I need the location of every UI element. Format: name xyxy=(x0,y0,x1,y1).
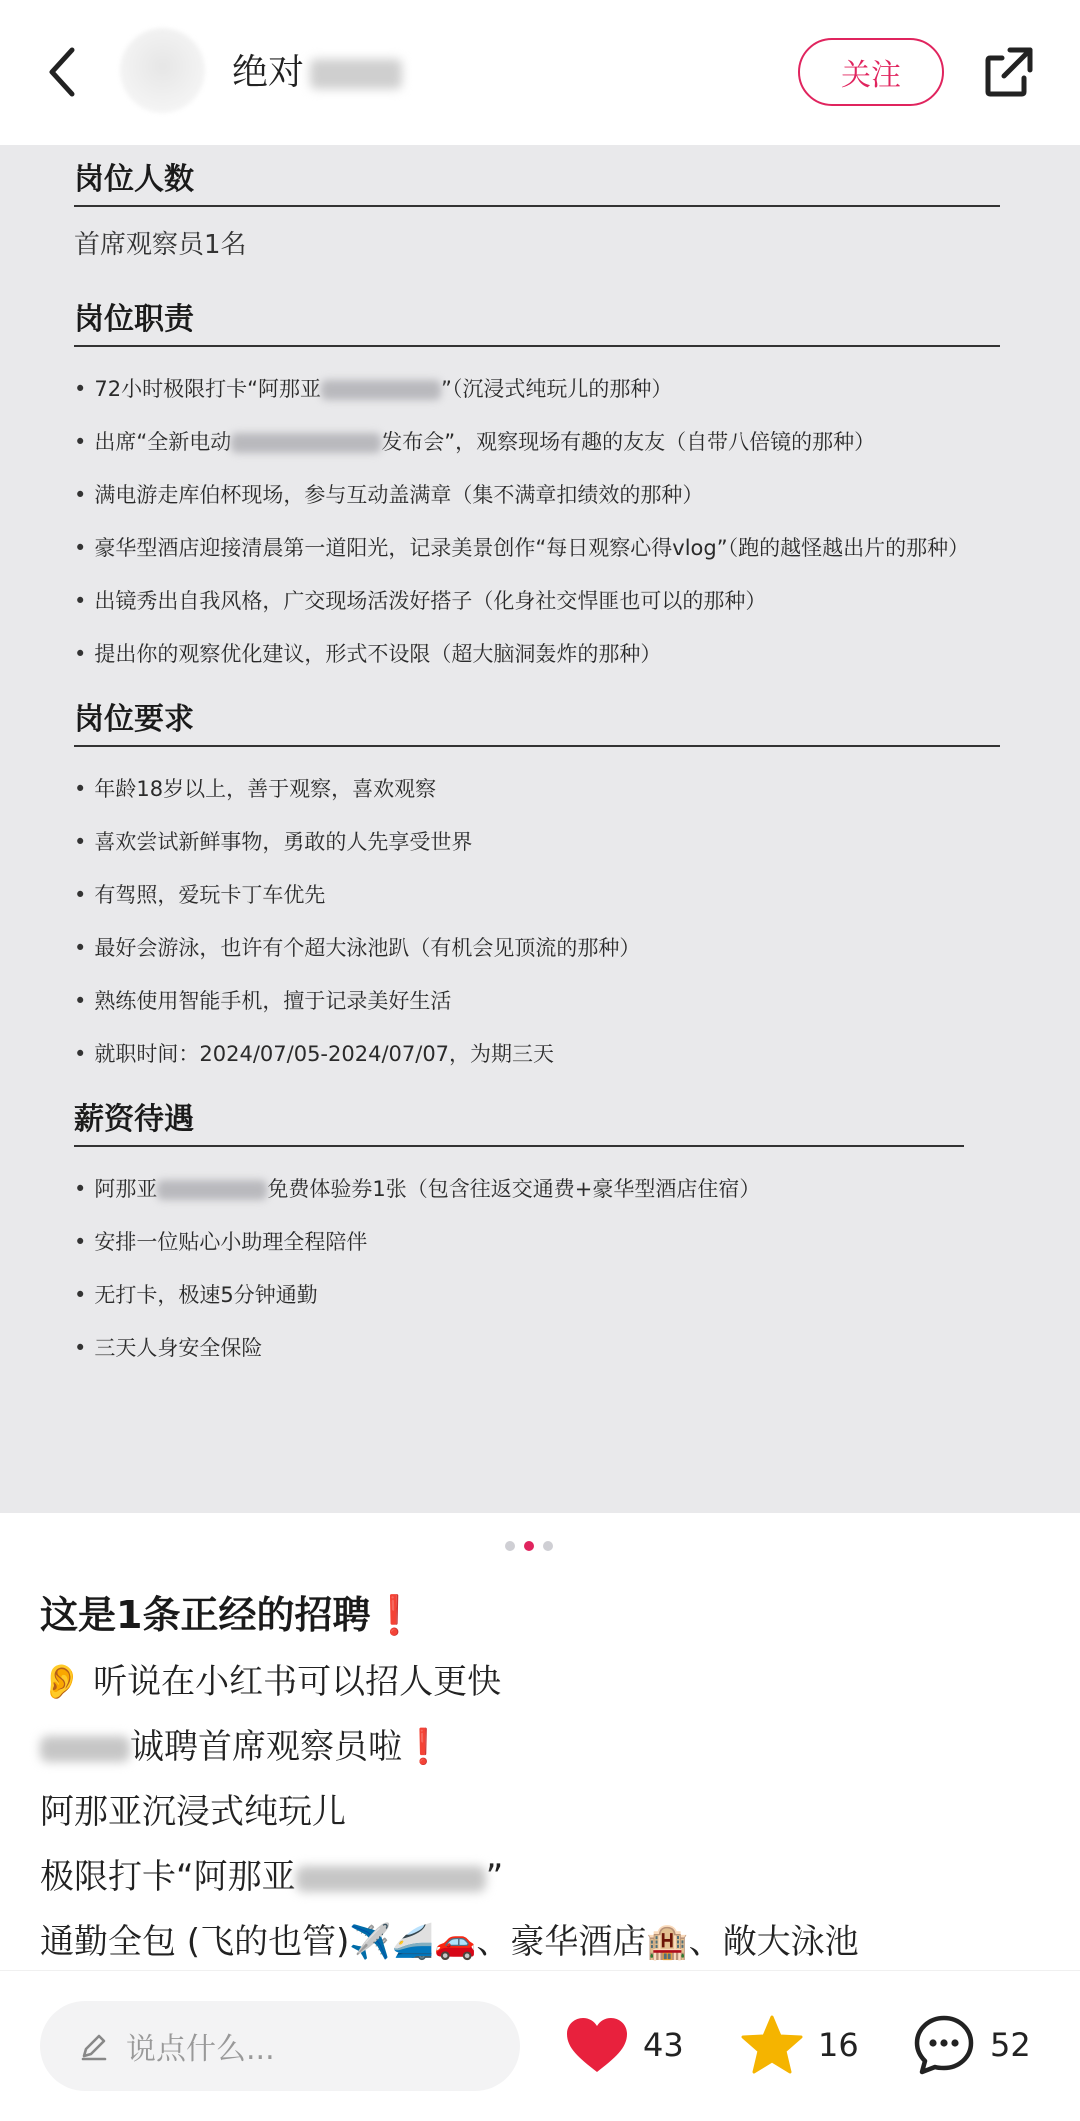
star-icon xyxy=(740,2014,804,2076)
duty-item: • 出镜秀出自我风格，广交现场活泼好搭子（化身社交悍匪也可以的那种） xyxy=(74,575,1004,628)
author-name-redaction xyxy=(310,59,402,89)
redaction xyxy=(296,1866,486,1892)
top-bar xyxy=(0,0,1080,145)
redaction xyxy=(40,1736,130,1762)
follow-button[interactable]: 关注 xyxy=(798,38,944,106)
benefits-list xyxy=(74,1163,1004,1375)
comment-count: 52 xyxy=(990,2026,1031,2064)
comment-bubble-icon xyxy=(912,2013,976,2077)
exclamation-icon: ❗ xyxy=(370,1593,418,1637)
section-title-benefits: 薪资待遇 xyxy=(74,1102,194,1137)
recruitment-document xyxy=(74,145,1004,1375)
redaction xyxy=(321,380,441,400)
avatar[interactable] xyxy=(120,28,205,113)
favorite-count: 16 xyxy=(818,2026,859,2064)
exclamation-icon: ❗ xyxy=(402,1727,445,1767)
duty-item: • 满电游走库伯杯现场，参与互动盖满章（集不满章扣绩效的那种） xyxy=(74,469,1004,522)
redaction xyxy=(231,433,381,453)
post-line: 诚聘首席观察员啦❗ xyxy=(40,1715,1060,1780)
requirement-item: • 喜欢尝试新鲜事物，勇敢的人先享受世界 xyxy=(74,816,1004,869)
requirement-item: • 最好会游泳，也许有个超大泳池趴（有机会见顶流的那种） xyxy=(74,922,1004,975)
author-name[interactable] xyxy=(232,48,402,98)
post-image[interactable] xyxy=(0,145,1080,1513)
carousel-dot-active[interactable] xyxy=(524,1541,534,1551)
post-title: 这是1条正经的招聘❗ xyxy=(40,1593,418,1637)
requirement-item: • 就职时间：2024/07/05-2024/07/07，为期三天 xyxy=(74,1028,1004,1081)
section-divider xyxy=(74,205,1000,207)
section-divider xyxy=(74,745,1000,747)
requirement-item: • 年龄18岁以上，善于观察，喜欢观察 xyxy=(74,763,1004,816)
carousel-dot[interactable] xyxy=(543,1541,553,1551)
comment-placeholder: 说点什么... xyxy=(126,2032,275,2067)
duty-item: • 出席“全新电动 发布会”，观察现场有趣的友友（自带八倍镜的那种） xyxy=(74,416,1004,469)
heart-icon xyxy=(565,2016,629,2074)
benefit-item: • 三天人身安全保险 xyxy=(74,1322,1004,1375)
redaction xyxy=(157,1180,267,1200)
post-line: 阿那亚沉浸式纯玩儿 xyxy=(40,1792,346,1832)
bottom-action-bar xyxy=(0,1970,1080,2121)
benefit-item: • 安排一位贴心小助理全程陪伴 xyxy=(74,1216,1004,1269)
section-title-requirements: 岗位要求 xyxy=(74,702,194,737)
pencil-icon xyxy=(78,2030,110,2062)
comment-input[interactable] xyxy=(40,2001,520,2091)
benefit-item: • 阿那亚 免费体验券1张（包含往返交通费+豪华型酒店住宿） xyxy=(74,1163,1004,1216)
like-count: 43 xyxy=(643,2026,684,2064)
like-button[interactable] xyxy=(565,2003,684,2087)
post-line: 通勤全包 (飞的也管)✈️🚄🚗、豪华酒店🏨、敞大泳池 xyxy=(40,1922,859,1962)
post-line: 👂 听说在小红书可以招人更快 xyxy=(40,1662,502,1702)
section-divider xyxy=(74,1145,964,1147)
post-content xyxy=(40,1580,1060,1975)
post-line: 极限打卡“阿那亚 ” xyxy=(40,1857,504,1897)
section-title-duties: 岗位职责 xyxy=(74,302,194,337)
requirement-item: • 熟练使用智能手机，擅于记录美好生活 xyxy=(74,975,1004,1028)
back-arrow-icon[interactable] xyxy=(40,42,90,102)
duty-item: • 72小时极限打卡“阿那亚 ”（沉浸式纯玩儿的那种） xyxy=(74,363,1004,416)
share-icon[interactable] xyxy=(980,44,1036,100)
benefit-item: • 无打卡，极速5分钟通勤 xyxy=(74,1269,1004,1322)
ear-icon: 👂 xyxy=(40,1662,83,1702)
duty-item: • 豪华型酒店迎接清晨第一道阳光，记录美景创作“每日观察心得vlog”（跑的越怪越出片的那种） xyxy=(74,522,1004,575)
author-name-text: 绝对 xyxy=(232,52,305,93)
comment-button[interactable] xyxy=(912,2003,1031,2087)
carousel-indicator xyxy=(505,1541,553,1551)
duties-list xyxy=(74,363,1004,681)
requirement-item: • 有驾照，爱玩卡丁车优先 xyxy=(74,869,1004,922)
requirements-list xyxy=(74,763,1004,1081)
section-title-headcount: 岗位人数 xyxy=(74,162,194,197)
carousel-dot[interactable] xyxy=(505,1541,515,1551)
duty-item: • 提出你的观察优化建议，形式不设限（超大脑洞轰炸的那种） xyxy=(74,628,1004,681)
section-divider xyxy=(74,345,1000,347)
favorite-button[interactable] xyxy=(740,2003,859,2087)
headcount-text: 首席观察员1名 xyxy=(74,230,247,260)
